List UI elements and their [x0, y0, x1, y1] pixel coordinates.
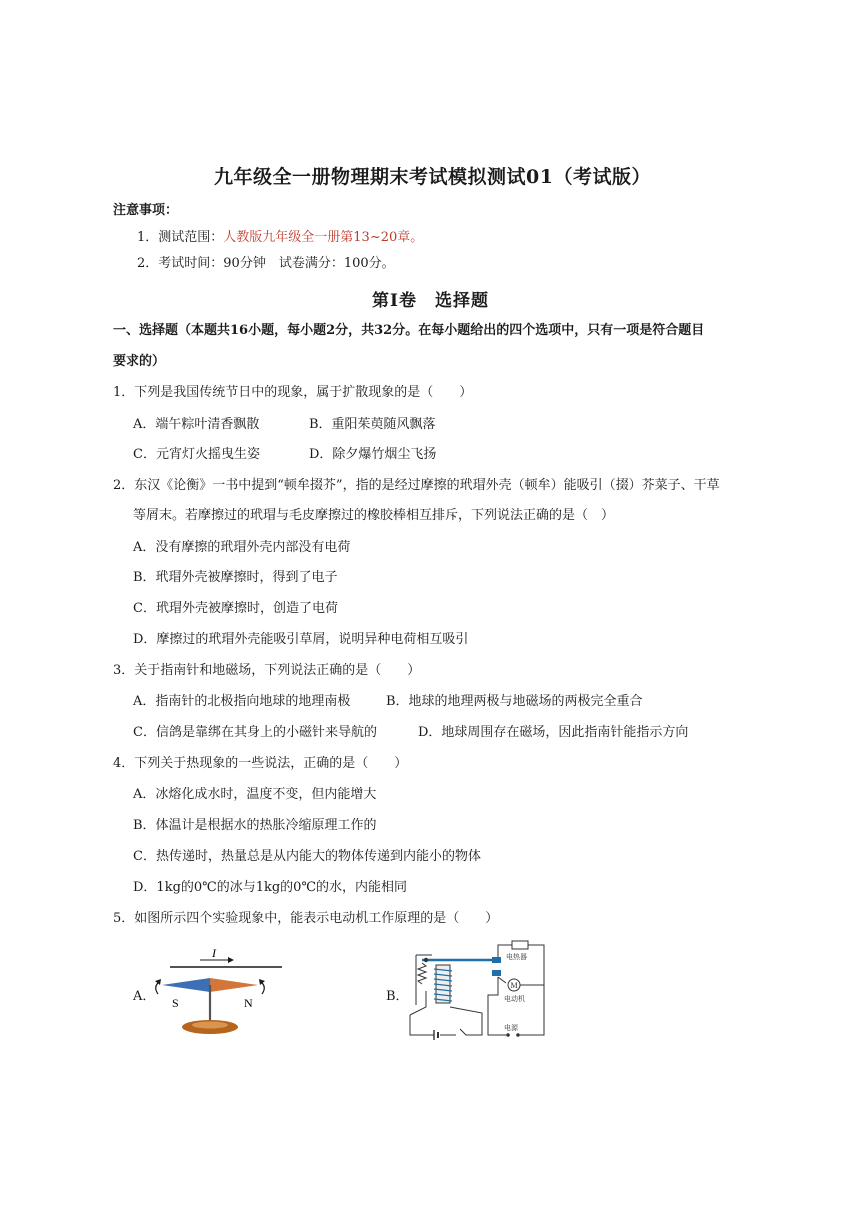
- question-5-option-b-label: B．: [386, 989, 409, 1004]
- rotate-right-arrowhead-icon: [259, 979, 265, 985]
- motor-label: 电动机: [504, 995, 525, 1003]
- question-3-option-d: D．地球周围存在磁场，因此指南针能指示方向: [418, 725, 689, 740]
- current-label: I: [212, 946, 216, 960]
- needle-south-half: [162, 978, 210, 992]
- needle-north-half: [210, 978, 258, 992]
- question-1-option-b: B．重阳茱萸随风飘落: [309, 417, 436, 432]
- question-1-stem: 1．下列是我国传统节日中的现象，属于扩散现象的是（ ）: [113, 385, 473, 400]
- heater-resistor-icon: [512, 941, 528, 949]
- upper-contact: [492, 957, 501, 963]
- question-5-stem: 5．如图所示四个实验现象中，能表示电动机工作原理的是（ ）: [113, 911, 499, 926]
- note-time: 2．考试时间：90分钟 试卷满分：100分。: [137, 256, 395, 271]
- section-instructions-line2: 要求的）: [113, 354, 166, 369]
- question-4-option-d: D．1kg的0℃的冰与1kg的0℃的水，内能相同: [133, 880, 407, 895]
- question-4-stem: 4．下列关于热现象的一些说法，正确的是（ ）: [113, 756, 408, 771]
- control-wire-left: [410, 1015, 434, 1035]
- motor-symbol: M: [510, 981, 518, 990]
- heater-label: 电热器: [506, 953, 527, 961]
- question-1-option-d: D．除夕爆竹烟尘飞扬: [309, 447, 437, 462]
- figure-a-compass-wire: [148, 945, 298, 1045]
- figure-b-relay-circuit: [402, 935, 552, 1050]
- compass-base-top: [192, 1022, 228, 1029]
- note-range-value: 人教版九年级全一册第13~20章。: [223, 230, 424, 245]
- south-pole-label: S: [172, 996, 179, 1010]
- current-arrowhead-icon: [228, 957, 234, 963]
- power-terminal-left: [506, 1033, 510, 1037]
- question-1-option-a: A．端午粽叶清香飘散: [133, 417, 260, 432]
- motor-lead: [498, 977, 506, 983]
- question-2-option-a: A．没有摩擦的玳瑁外壳内部没有电荷: [133, 540, 351, 555]
- question-2-option-b: B．玳瑁外壳被摩擦时，得到了电子: [133, 570, 338, 585]
- question-2-option-d: D．摩擦过的玳瑁外壳能吸引草屑，说明异种电荷相互吸引: [133, 632, 469, 647]
- question-2-option-c: C．玳瑁外壳被摩擦时，创造了电荷: [133, 601, 338, 616]
- question-3-option-a: A．指南针的北极指向地球的地理南极: [133, 694, 351, 709]
- question-4-option-c: C．热传递时，热量总是从内能大的物体传递到内能小的物体: [133, 849, 481, 864]
- page-title: 九年级全一册物理期末考试模拟测试01（考试版）: [214, 166, 651, 188]
- control-wire-right: [450, 1007, 482, 1035]
- question-5-option-a-label: A．: [133, 989, 156, 1004]
- power-terminal-right: [516, 1033, 520, 1037]
- power-label: 电源: [504, 1024, 518, 1032]
- armature-pivot: [424, 958, 428, 962]
- question-3-option-b: B．地球的地理两极与地磁场的两极完全重合: [386, 694, 643, 709]
- lower-contact: [492, 970, 501, 976]
- north-pole-label: N: [244, 996, 253, 1010]
- rotate-left-arrowhead-icon: [155, 979, 161, 985]
- question-4-option-a: A．冰熔化成水时，温度不变，但内能增大: [133, 787, 377, 802]
- section-instructions-line1: 一、选择题（本题共16小题，每小题2分，共32分。在每小题给出的四个选项中，只有一项是符合题目: [113, 323, 705, 338]
- control-wire-coil: [410, 991, 426, 1015]
- question-1-option-c: C．元宵灯火摇曳生姿: [133, 447, 260, 462]
- section-title: 第Ⅰ卷 选择题: [372, 291, 489, 311]
- question-2-stem-line2: 等屑末。若摩擦过的玳瑁与毛皮摩擦过的橡胶棒相互排斥，下列说法正确的是（ ）: [133, 508, 615, 523]
- question-2-stem-line1: 2．东汉《论衡》一书中提到“顿牟掇芥”，指的是经过摩擦的玳瑁外壳（顿牟）能吸引（掇）芥菜子、干草: [113, 478, 720, 493]
- question-4-option-b: B．体温计是根据水的热胀冷缩原理工作的: [133, 818, 377, 833]
- question-3-option-c: C．信鸽是靠绑在其身上的小磁针来导航的: [133, 725, 377, 740]
- note-range: [137, 229, 423, 247]
- relay-spring: [418, 963, 426, 984]
- note-range-label: 1．测试范围：: [137, 230, 224, 245]
- question-3-stem: 3．关于指南针和地磁场，下列说法正确的是（ ）: [113, 663, 421, 678]
- notes-label: 注意事项：: [113, 203, 179, 218]
